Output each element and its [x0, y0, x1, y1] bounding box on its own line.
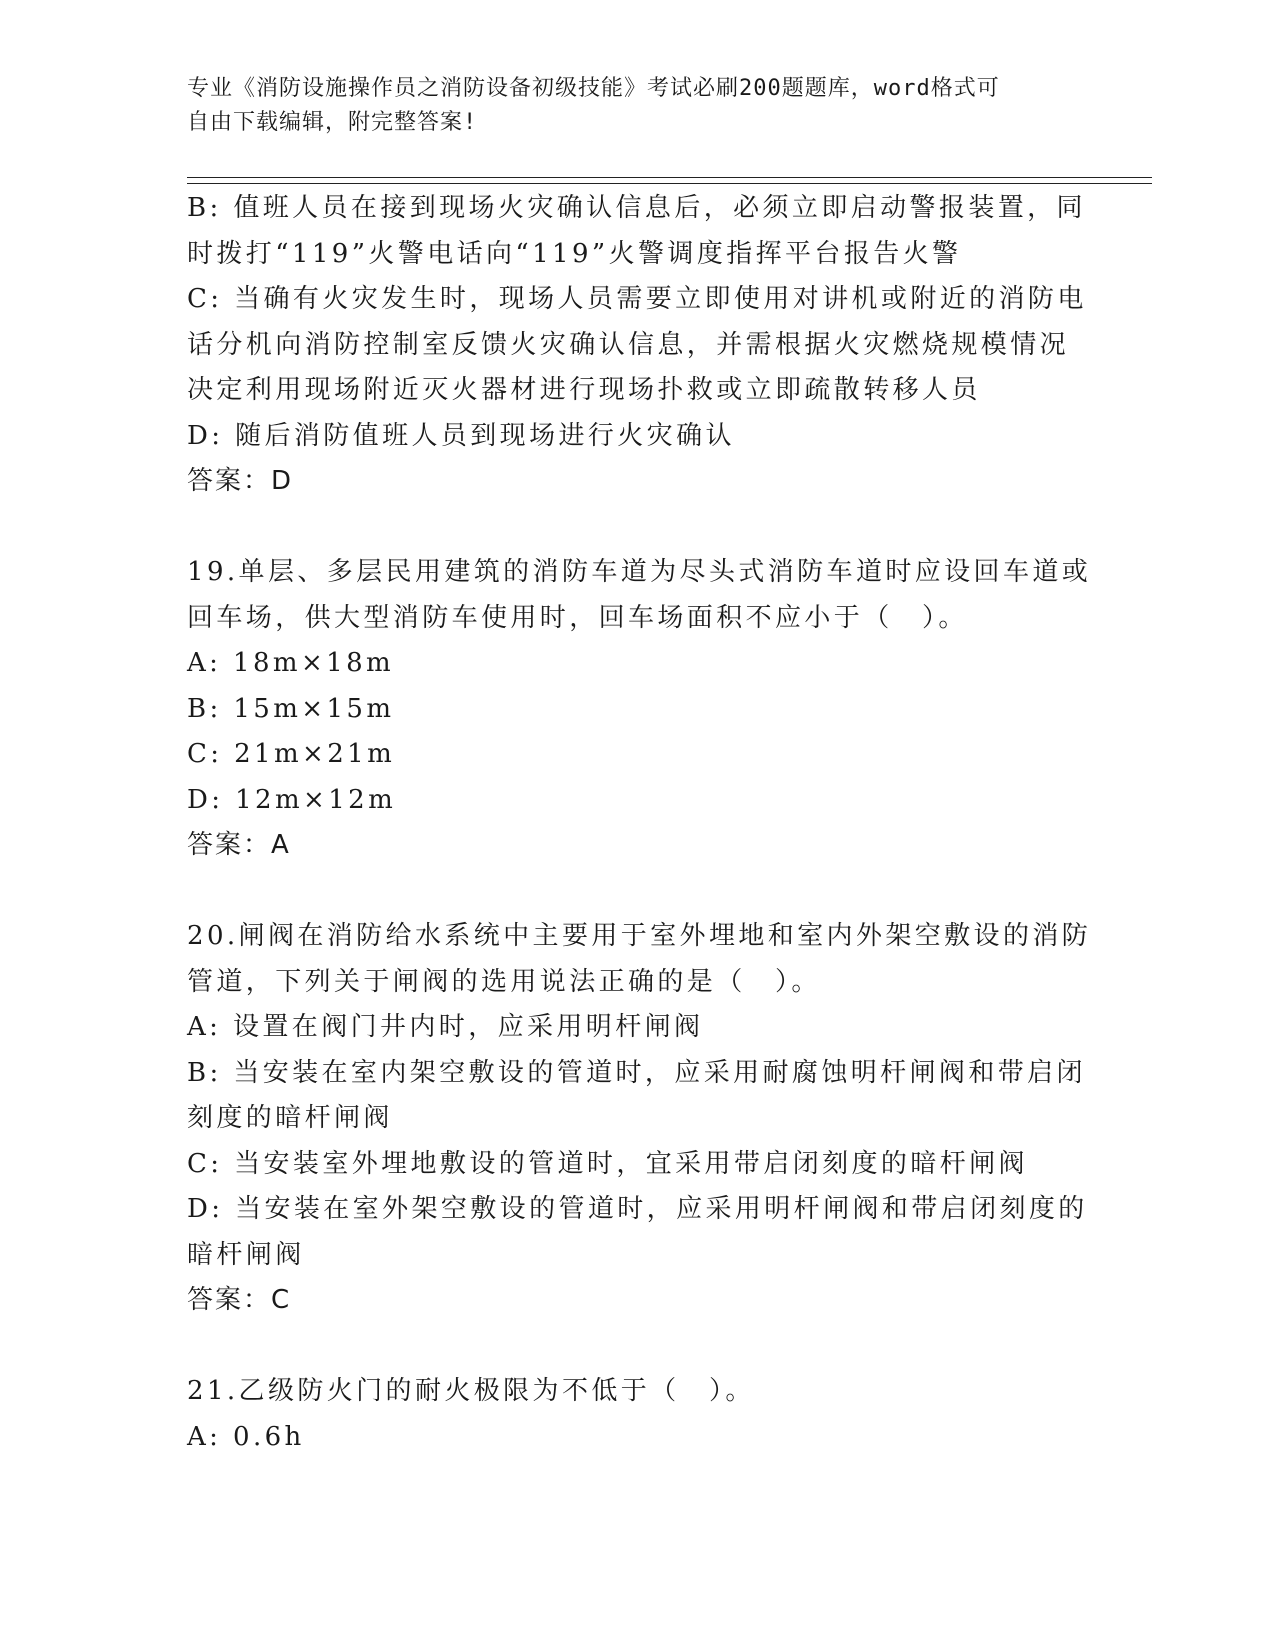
q20-option-d-line-1: D: 当安装在室外架空敷设的管道时，应采用明杆闸阀和带启闭刻度的 [187, 1194, 1088, 1224]
spacer [187, 869, 1077, 915]
q19-answer: 答案：A [187, 830, 291, 860]
q20-option-a: A: 设置在阀门井内时，应采用明杆闸阀 [187, 1012, 704, 1042]
q19-stem-line-2: 回车场，供大型消防车使用时，回车场面积不应小于（ ）。 [187, 602, 968, 633]
q20-option-c: C: 当安装室外埋地敷设的管道时，宜采用带启闭刻度的暗杆闸阀 [187, 1148, 1028, 1179]
question-20 [187, 914, 1092, 1324]
header-rule-bottom [187, 183, 1152, 184]
header-line-2: 自由下载编辑，附完整答案! [187, 110, 478, 135]
q19-option-b: B: 15m×15m [187, 693, 395, 724]
question-content [187, 186, 1092, 1460]
header-line-1: 专业《消防设施操作员之消防设备初级技能》考试必刷200题题库，word格式可 [187, 76, 1000, 101]
q19-option-d: D: 12m×12m [187, 784, 397, 815]
question-18-tail [187, 186, 1087, 505]
spacer [187, 505, 1077, 551]
q21-option-a: A: 0.6h [187, 1421, 305, 1452]
q18-option-b-line-2: 时拨打“119”火警电话向“119”火警调度指挥平台报告火警 [187, 238, 962, 269]
q18-option-d: D: 随后消防值班人员到现场进行火灾确认 [187, 420, 735, 451]
question-19 [187, 550, 1092, 869]
header-rule-top [187, 177, 1152, 178]
q19-option-c: C: 21m×21m [187, 739, 396, 769]
q20-option-d-line-2: 暗杆闸阀 [187, 1239, 305, 1270]
page-header [187, 72, 1067, 140]
q21-stem-line-1: 21.乙级防火门的耐火极限为不低于（ ）。 [187, 1376, 755, 1406]
q20-option-b-line-2: 刻度的暗杆闸阀 [187, 1103, 393, 1133]
q18-option-c-line-1: C: 当确有火灾发生时，现场人员需要立即使用对讲机或附近的消防电 [187, 284, 1087, 314]
q18-option-c-line-3: 决定利用现场附近灭火器材进行现场扑救或立即疏散转移人员 [187, 375, 981, 405]
q20-stem-line-2: 管道，下列关于闸阀的选用说法正确的是（ ）。 [187, 966, 821, 997]
q18-option-c-line-2: 话分机向消防控制室反馈火灾确认信息，并需根据火灾燃烧规模情况 [187, 329, 1070, 360]
q19-option-a: A: 18m×18m [187, 648, 395, 678]
q18-option-b-line-1: B: 值班人员在接到现场火灾确认信息后，必须立即启动警报装置，同 [187, 193, 1086, 223]
question-21 [187, 1369, 1077, 1460]
spacer [187, 1324, 1077, 1370]
q19-stem-line-1: 19.单层、多层民用建筑的消防车道为尽头式消防车道时应设回车道或 [187, 557, 1092, 587]
q20-option-b-line-1: B: 当安装在室内架空敷设的管道时，应采用耐腐蚀明杆闸阀和带启闭 [187, 1057, 1086, 1088]
q18-answer: 答案：D [187, 466, 294, 496]
q20-stem-line-1: 20.闸阀在消防给水系统中主要用于室外埋地和室内外架空敷设的消防 [187, 921, 1092, 951]
q20-answer: 答案：C [187, 1285, 292, 1315]
